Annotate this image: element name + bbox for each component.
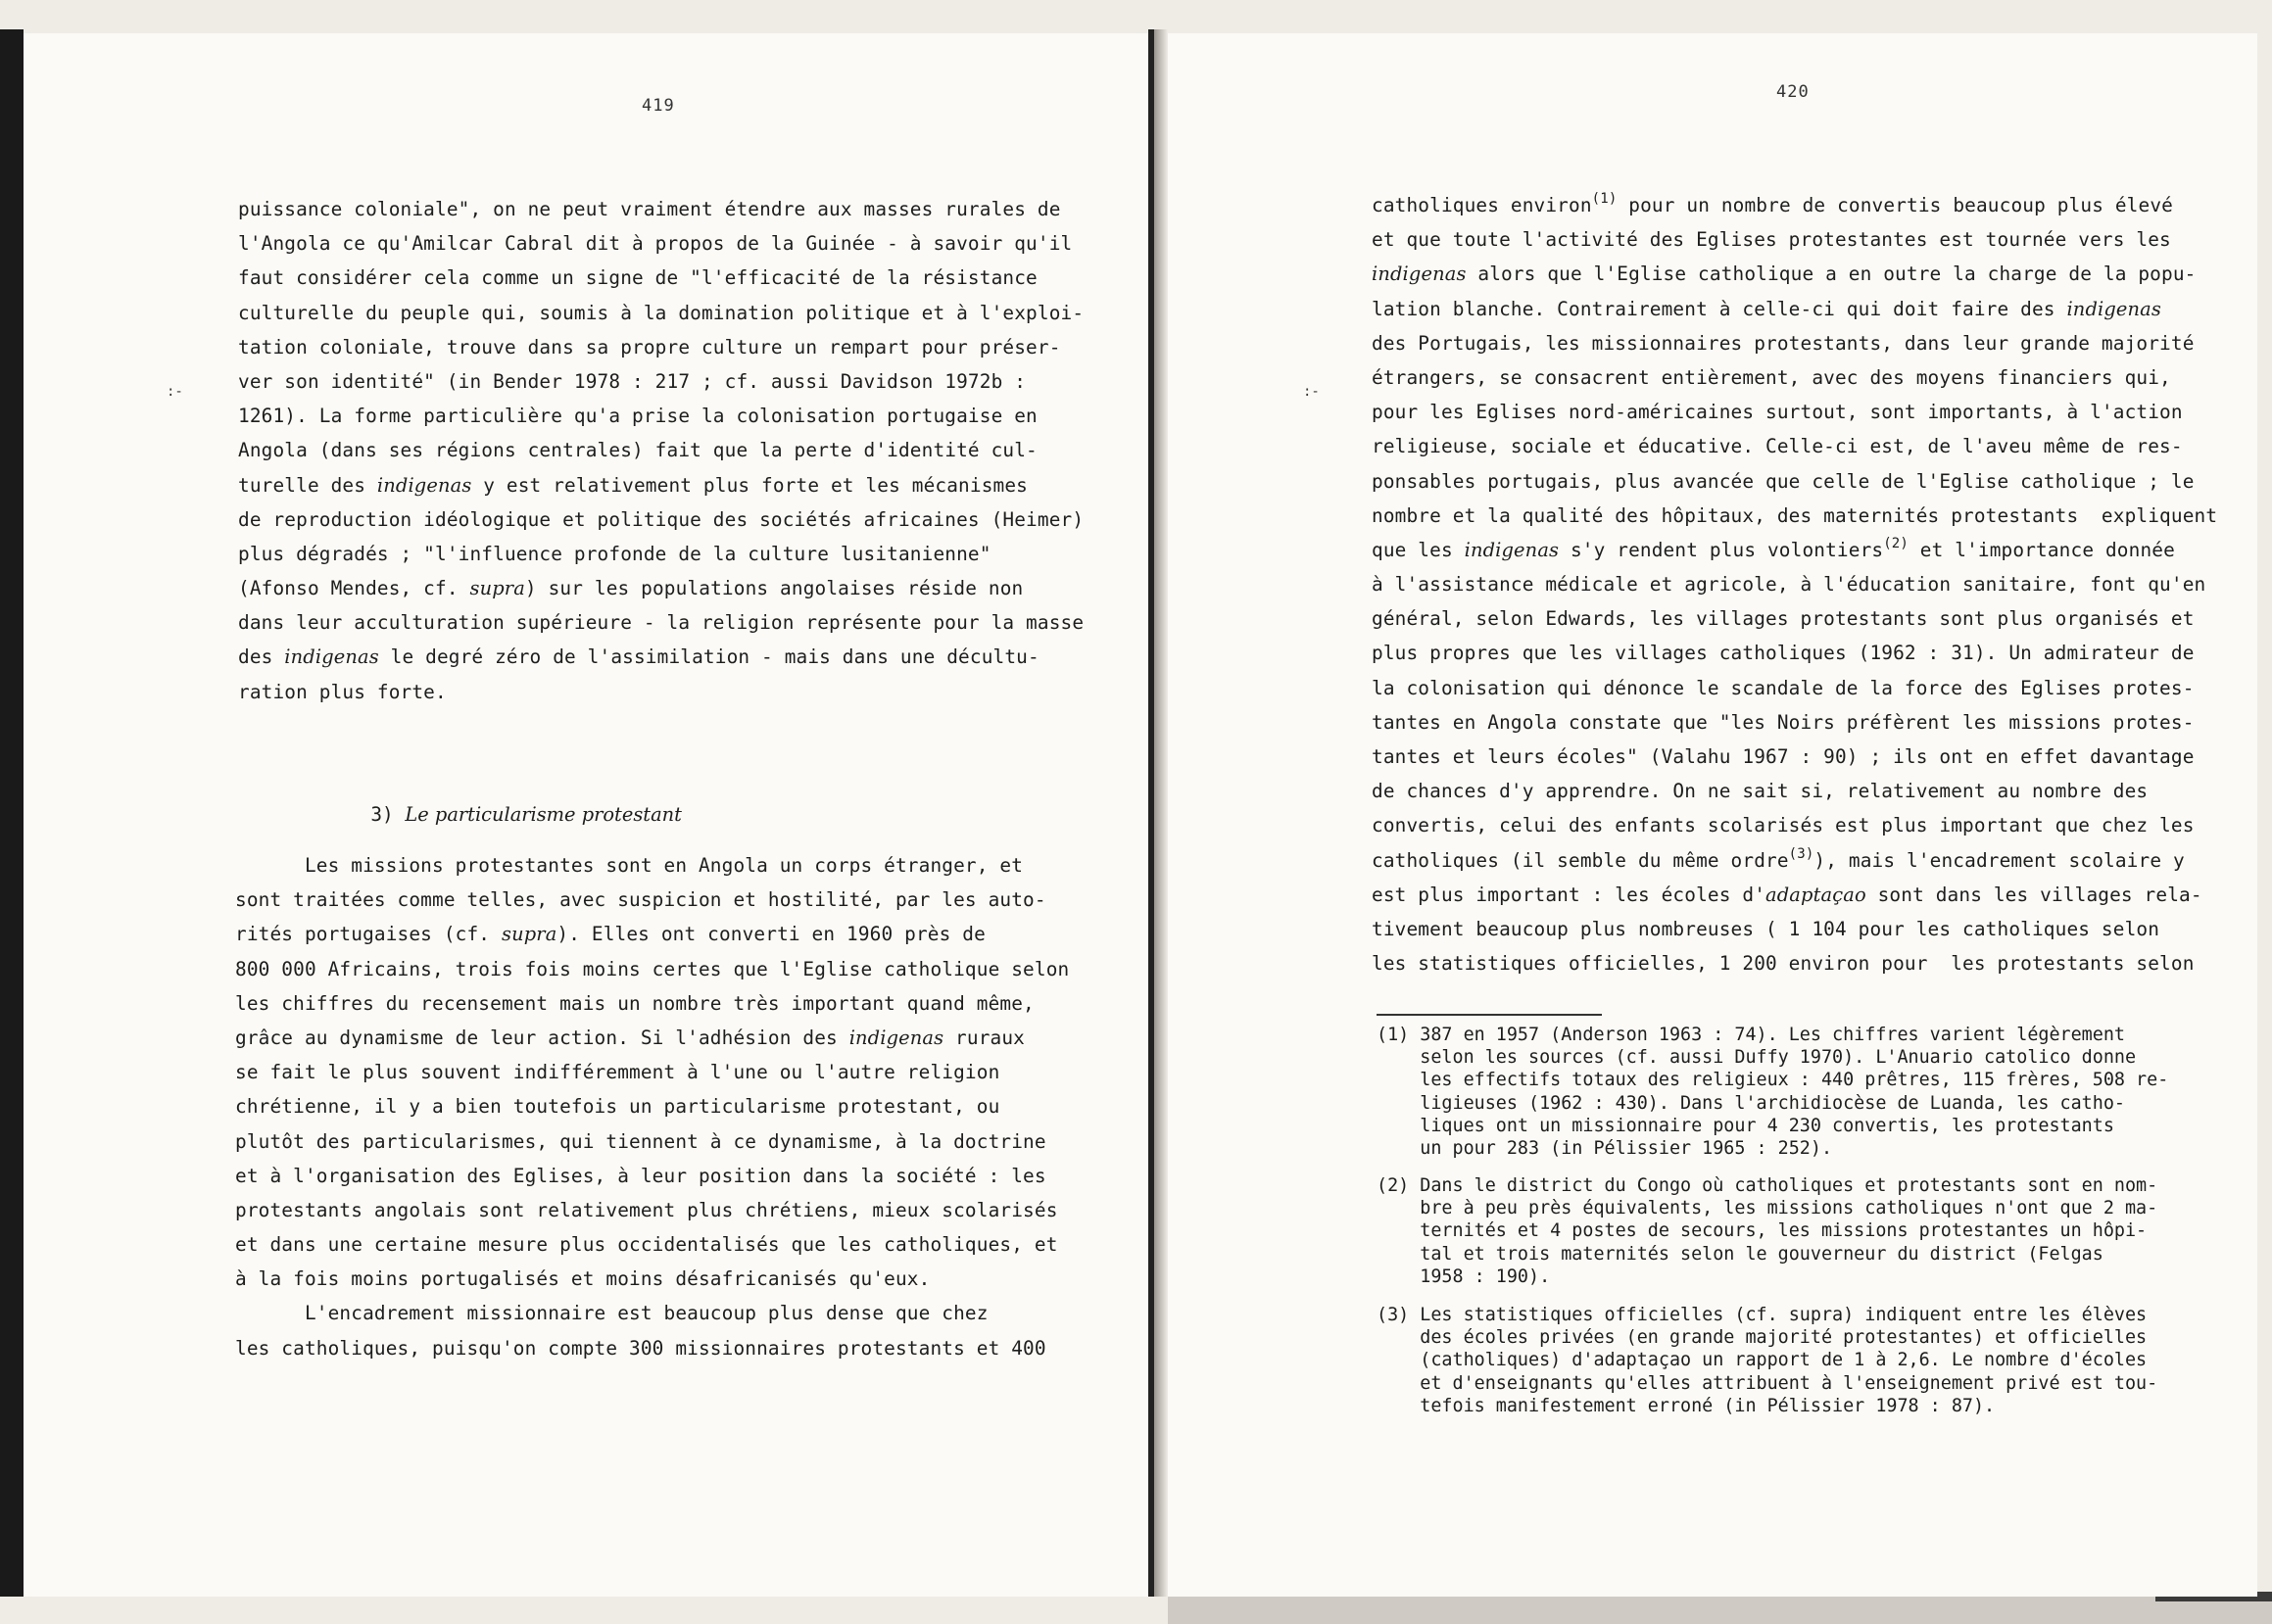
section-heading-text: Le particularisme protestant: [405, 803, 682, 826]
text-line: les catholiques, puisqu'on compte 300 missionnaires protestants et 400: [235, 1336, 1046, 1360]
text-line: [235, 1021, 1069, 1055]
text-line: se fait le plus souvent indifféremment à l'une ou l'autre religion: [235, 1061, 1000, 1084]
footnote-line: un pour 283 (in Pélissier 1965 : 252).: [1377, 1138, 1833, 1160]
text-line: à la fois moins portugalisés et moins désafricanisés qu'eux.: [235, 1267, 931, 1291]
text-line: pour les Eglises nord-américaines surtout, sont importants, à l'action: [1372, 401, 2183, 424]
text-segment: lation blanche. Contrairement à celle-ci qui doit faire des: [1372, 297, 2067, 320]
text-line: [238, 640, 1084, 674]
text-line: [1372, 843, 2217, 878]
text-segment: le degré zéro de l'assimilation - mais dans une décultu-: [378, 645, 1039, 669]
text-segment: (Afonso Mendes, cf.: [238, 577, 470, 600]
italic-term: supra: [501, 923, 557, 946]
italic-term: indigenas: [284, 645, 379, 669]
text-line: [238, 571, 1084, 605]
text-segment: ruraux: [943, 1026, 1026, 1049]
text-line: tantes et leurs écoles" (Valahu 1967 : 90) ; ils ont en effet davantage: [1372, 745, 2195, 768]
text-segment: grâce au dynamisme de leur action. Si l'adhésion des: [235, 1026, 849, 1049]
footnote-line: 1958 : 190).: [1377, 1266, 1551, 1287]
text-segment: catholiques (il semble du même ordre: [1372, 848, 1789, 872]
footnote-line: tefois manifestement erroné (in Pélissier 1978 : 87).: [1377, 1395, 1996, 1416]
text-line: chrétienne, il y a bien toutefois un particularisme protestant, ou: [235, 1095, 1000, 1119]
footnote-line: bre à peu près équivalents, les missions catholiques n'ont que 2 ma-: [1377, 1198, 2158, 1219]
text-line: dans leur acculturation supérieure - la religion représente pour la masse: [238, 611, 1085, 635]
text-line: à l'assistance médicale et agricole, à l'éducation sanitaire, font qu'en: [1372, 573, 2206, 597]
footnote-line: ligieuses (1962 : 430). Dans l'archidiocèse de Luanda, les catho-: [1377, 1092, 2125, 1114]
text-line: 1261). La forme particulière qu'a prise la colonisation portugaise en: [238, 405, 1038, 428]
text-segment: s'y rendent plus volontiers: [1559, 538, 1884, 561]
text-line: de chances d'y apprendre. On ne sait si, relativement au nombre des: [1372, 780, 2149, 803]
italic-term: indigenas: [2066, 297, 2161, 320]
left-paragraph-1: [238, 192, 1084, 709]
text-line: Angola (dans ses régions centrales) fait que la perte d'identité cul-: [238, 439, 1038, 462]
text-line: étrangers, se consacrent entièrement, avec des moyens financiers qui,: [1372, 365, 2171, 389]
footnote-line: ternités et 4 postes de secours, les missions protestantes un hôpi-: [1377, 1220, 2148, 1242]
text-line: [238, 468, 1084, 502]
italic-term: adaptaçao: [1765, 883, 1866, 906]
text-line: ponsables portugais, plus avancée que celle de l'Eglise catholique ; le: [1372, 469, 2195, 493]
text-line: les statistiques officielles, 1 200 environ pour les protestants selon: [1372, 952, 2195, 976]
text-line: convertis, celui des enfants scolarisés est plus important que chez les: [1372, 814, 2195, 837]
text-line: puissance coloniale", on ne peut vraiment étendre aux masses rurales de: [238, 198, 1061, 220]
left-paragraph-2: [235, 848, 1069, 1365]
text-line: 800 000 Africains, trois fois moins certes que l'Eglise catholique selon: [235, 957, 1070, 980]
section-heading-number: 3): [370, 803, 406, 826]
text-line: et à l'organisation des Eglises, à leur position dans la société : les: [235, 1164, 1046, 1187]
footnote-line: et d'enseignants qu'elles attribuent à l'enseignement privé est tou-: [1377, 1372, 2158, 1394]
text-line: [1372, 257, 2217, 291]
footnote-2: [1377, 1174, 2157, 1288]
text-segment: ), mais l'encadrement scolaire y: [1813, 848, 2185, 872]
text-line: sont traitées comme telles, avec suspicion et hostilité, par les auto-: [235, 888, 1046, 912]
text-segment: pour un nombre de convertis beaucoup plus élevé: [1617, 194, 2173, 216]
scan-edge-left: [0, 29, 24, 1597]
text-segment: est plus important : les écoles d': [1372, 883, 1766, 906]
text-line: et dans une certaine mesure plus occidentalisés que les catholiques, et: [235, 1233, 1058, 1257]
footnote-line: des écoles privées (en grande majorité protestantes) et officielles: [1377, 1327, 2148, 1349]
text-line: plus propres que les villages catholiques (1962 : 31). Un admirateur de: [1372, 642, 2195, 665]
text-segment: ). Elles ont converti en 1960 près de: [556, 923, 986, 946]
text-line: ver son identité" (in Bender 1978 : 217 ; cf. aussi Davidson 1972b :: [238, 369, 1027, 393]
footnote-line: (1) 387 en 1957 (Anderson 1963 : 74). Les chiffres varient légèrement: [1377, 1025, 2125, 1045]
text-segment: catholiques environ: [1372, 194, 1592, 216]
italic-term: indigenas: [1464, 538, 1560, 561]
footnote-line: tal et trois maternités selon le gouverneur du district (Felgas: [1377, 1243, 2103, 1265]
footnote-ref: (3): [1788, 845, 1814, 862]
text-segment: y est relativement plus forte et les mécanismes: [471, 473, 1028, 497]
text-line: plus dégradés ; "l'influence profonde de la culture lusitanienne": [238, 542, 991, 565]
text-line: protestants angolais sont relativement plus chrétiens, mieux scolarisés: [235, 1198, 1058, 1221]
footnote-line: selon les sources (cf. aussi Duffy 1970). L'Anuario catolico donne: [1377, 1047, 2137, 1069]
footnote-line: les effectifs totaux des religieux : 440 prêtres, 115 frères, 508 re-: [1377, 1070, 2169, 1091]
text-line: [1372, 878, 2217, 912]
text-line: [1372, 292, 2217, 326]
italic-term: indigenas: [848, 1026, 944, 1049]
italic-term: indigenas: [1372, 263, 1467, 286]
text-line: L'encadrement missionnaire est beaucoup plus dense que chez: [235, 1302, 989, 1325]
text-line: Les missions protestantes sont en Angola un corps étranger, et: [235, 854, 1024, 877]
italic-term: indigenas: [376, 473, 472, 497]
text-line: culturelle du peuple qui, soumis à la domination politique et à l'exploi-: [238, 301, 1085, 324]
right-paragraph: [1372, 188, 2217, 980]
text-line: faut considérer cela comme un signe de "l'efficacité de la résistance: [238, 266, 1038, 290]
footnote-ref: (2): [1883, 535, 1909, 551]
text-line: tantes en Angola constate que "les Noirs préfèrent les missions protes-: [1372, 710, 2195, 734]
text-line: tivement beaucoup plus nombreuses ( 1 104 pour les catholiques selon: [1372, 917, 2160, 940]
text-line: et que toute l'activité des Eglises protestantes est tournée vers les: [1372, 228, 2171, 252]
text-line: des Portugais, les missionnaires protestants, dans leur grande majorité: [1372, 331, 2195, 355]
text-line: général, selon Edwards, les villages protestants sont plus organisés et: [1372, 607, 2195, 631]
section-heading: [348, 781, 682, 826]
text-line: [1372, 188, 2217, 222]
footnote-line: (3) Les statistiques officielles (cf. supra) indiquent entre les élèves: [1377, 1305, 2148, 1325]
footnote-line: (catholiques) d'adaptaçao un rapport de 1 à 2,6. Le nombre d'écoles: [1377, 1350, 2148, 1371]
text-segment: et l'importance donnée: [1908, 538, 2175, 561]
text-segment: turelle des: [238, 473, 377, 497]
text-line: [1372, 533, 2217, 567]
footnote-1: [1377, 1024, 2168, 1160]
text-segment: des: [238, 645, 285, 669]
footnote-3: [1377, 1304, 2157, 1417]
scan-edge-bottom: [1168, 1597, 2272, 1624]
text-line: la colonisation qui dénonce le scandale de la force des Eglises protes-: [1372, 676, 2195, 699]
text-line: tation coloniale, trouve dans sa propre culture un rempart pour préser-: [238, 335, 1061, 358]
text-line: nombre et la qualité des hôpitaux, des maternités protestants expliquent: [1372, 503, 2218, 527]
footnote-rule: [1377, 1014, 1602, 1016]
text-line: l'Angola ce qu'Amilcar Cabral dit à propos de la Guinée - à savoir qu'il: [238, 232, 1073, 256]
text-segment: alors que l'Eglise catholique a en outre la charge de la popu-: [1466, 263, 2197, 286]
text-segment: sont dans les villages rela-: [1865, 883, 2202, 906]
text-line: religieuse, sociale et éducative. Celle-ci est, de l'aveu même de res-: [1372, 435, 2183, 458]
left-page-number: 419: [642, 96, 675, 116]
footnote-ref: (1): [1591, 191, 1618, 207]
footnote-line: (2) Dans le district du Congo où catholiques et protestants sont en nom-: [1377, 1175, 2158, 1196]
right-page-number: 420: [1776, 82, 1810, 102]
text-line: les chiffres du recensement mais un nombre très important quand même,: [235, 991, 1035, 1015]
spine-shadow: [1154, 29, 1168, 1597]
footnote-line: liques ont un missionnaire pour 4 230 convertis, les protestants: [1377, 1115, 2114, 1136]
margin-mark-right: :-: [1303, 384, 1320, 400]
text-line: ration plus forte.: [238, 680, 447, 703]
text-segment: rités portugaises (cf.: [235, 923, 502, 946]
italic-term: supra: [469, 577, 525, 600]
text-line: plutôt des particularismes, qui tiennent à ce dynamisme, à la doctrine: [235, 1129, 1046, 1153]
margin-mark-left: :-: [167, 384, 183, 400]
text-segment: que les: [1372, 538, 1465, 561]
text-line: de reproduction idéologique et politique des sociétés africaines (Heimer): [238, 507, 1085, 531]
text-segment: ) sur les populations angolaises réside non: [524, 577, 1024, 600]
text-line: [235, 917, 1069, 951]
